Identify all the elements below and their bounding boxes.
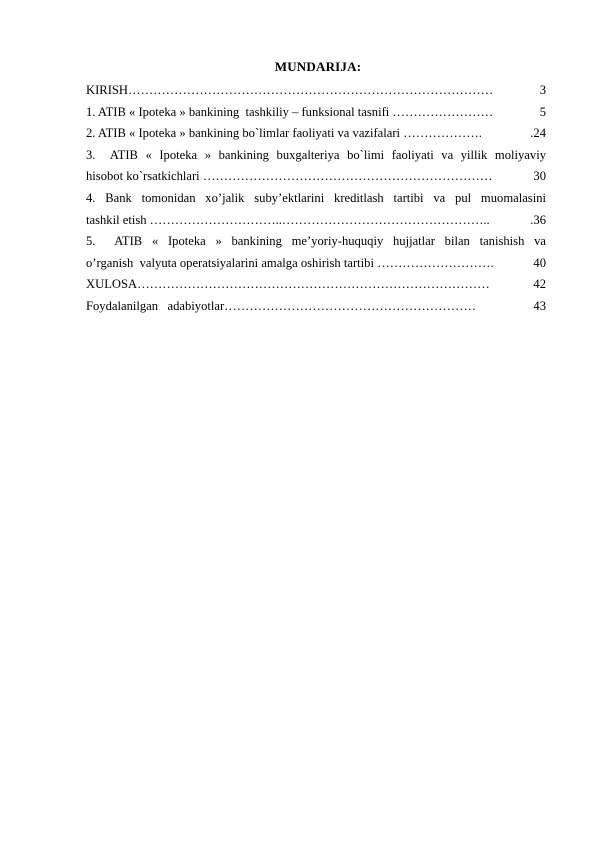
- toc-leader-dots: …………………………..…………………………………………..: [149, 212, 490, 227]
- toc-entry-foydalanilgan-adabiyotlar[interactable]: [86, 296, 546, 318]
- table-of-contents: [86, 80, 546, 318]
- toc-entry-label: o’rganish valyuta operatsiyalarini amalga oshirish tartibi: [86, 255, 378, 270]
- toc-page-number: 43: [533, 298, 546, 313]
- toc-entry-label: Foydalanilgan adabiyotlar: [86, 298, 225, 313]
- toc-entry-number: 1.: [86, 104, 96, 119]
- toc-leader-dots: …………………………………………………………………………: [137, 277, 490, 292]
- toc-entry-xulosa[interactable]: [86, 274, 546, 296]
- toc-leader-dots: ……………………: [392, 104, 494, 119]
- toc-page-number: 3: [539, 83, 546, 97]
- toc-page-number: 42: [533, 277, 546, 292]
- toc-leader-dots: ……………………………………………………………………………: [127, 83, 494, 97]
- toc-entry-line: [86, 145, 546, 167]
- toc-title: MUNDARIJA:: [274, 59, 362, 74]
- toc-leader-dots: ……………………….: [377, 255, 494, 270]
- toc-page-number: .36: [530, 212, 546, 227]
- toc-entry-label: ATIB « Ipoteka » bankining buxgalteriya bo`limi faoliyati va yillik moliyaviy: [95, 147, 546, 162]
- toc-entry-label: tashkil etish: [86, 212, 150, 227]
- toc-entry-label: ATIB « Ipoteka » bankining bo`limlar faoliyati va vazifalari: [95, 126, 404, 141]
- toc-entry-number: 4.: [86, 190, 96, 205]
- toc-entry-2[interactable]: [86, 123, 546, 145]
- toc-entry-line: [86, 231, 546, 253]
- toc-entry-label: ATIB « Ipoteka » bankining me’yoriy-huquqiy hujjatlar bilan tanishish va: [95, 234, 546, 249]
- toc-entry-1[interactable]: [86, 102, 546, 124]
- toc-page-number: 30: [533, 169, 546, 184]
- toc-entry-line: [86, 188, 546, 210]
- toc-entry-5[interactable]: [86, 231, 546, 274]
- toc-entry-number: 5.: [86, 234, 96, 249]
- toc-page-number: 5: [539, 104, 546, 119]
- toc-entry-line: [86, 210, 546, 232]
- toc-leader-dots: ……………………………………………………: [224, 298, 480, 313]
- toc-entry-label: hisobot ko`rsatkichlari: [86, 169, 203, 184]
- toc-entry-number: 2.: [86, 126, 96, 141]
- toc-entry-4[interactable]: [86, 188, 546, 231]
- toc-entry-label: Bank tomonidan xo’jalik suby’ektlarini kreditlash tartibi va pul muomalasini: [95, 190, 546, 205]
- toc-entry-3[interactable]: [86, 145, 546, 188]
- toc-leader-dots: ……………….: [403, 126, 482, 141]
- toc-entry-label: KIRISH: [86, 83, 128, 97]
- toc-page-number: 40: [533, 255, 546, 270]
- toc-leader-dots: ……………………………………………………………: [202, 169, 493, 184]
- toc-entry-line: [86, 253, 546, 275]
- toc-entry-line: [86, 166, 546, 188]
- toc-page-number: .24: [530, 126, 546, 141]
- toc-entry-label: XULOSA: [86, 277, 138, 292]
- toc-entry-number: 3.: [86, 147, 96, 162]
- toc-entry-kirish[interactable]: [86, 80, 546, 102]
- toc-entry-label: ATIB « Ipoteka » bankining tashkiliy – funksional tasnifi: [95, 104, 393, 119]
